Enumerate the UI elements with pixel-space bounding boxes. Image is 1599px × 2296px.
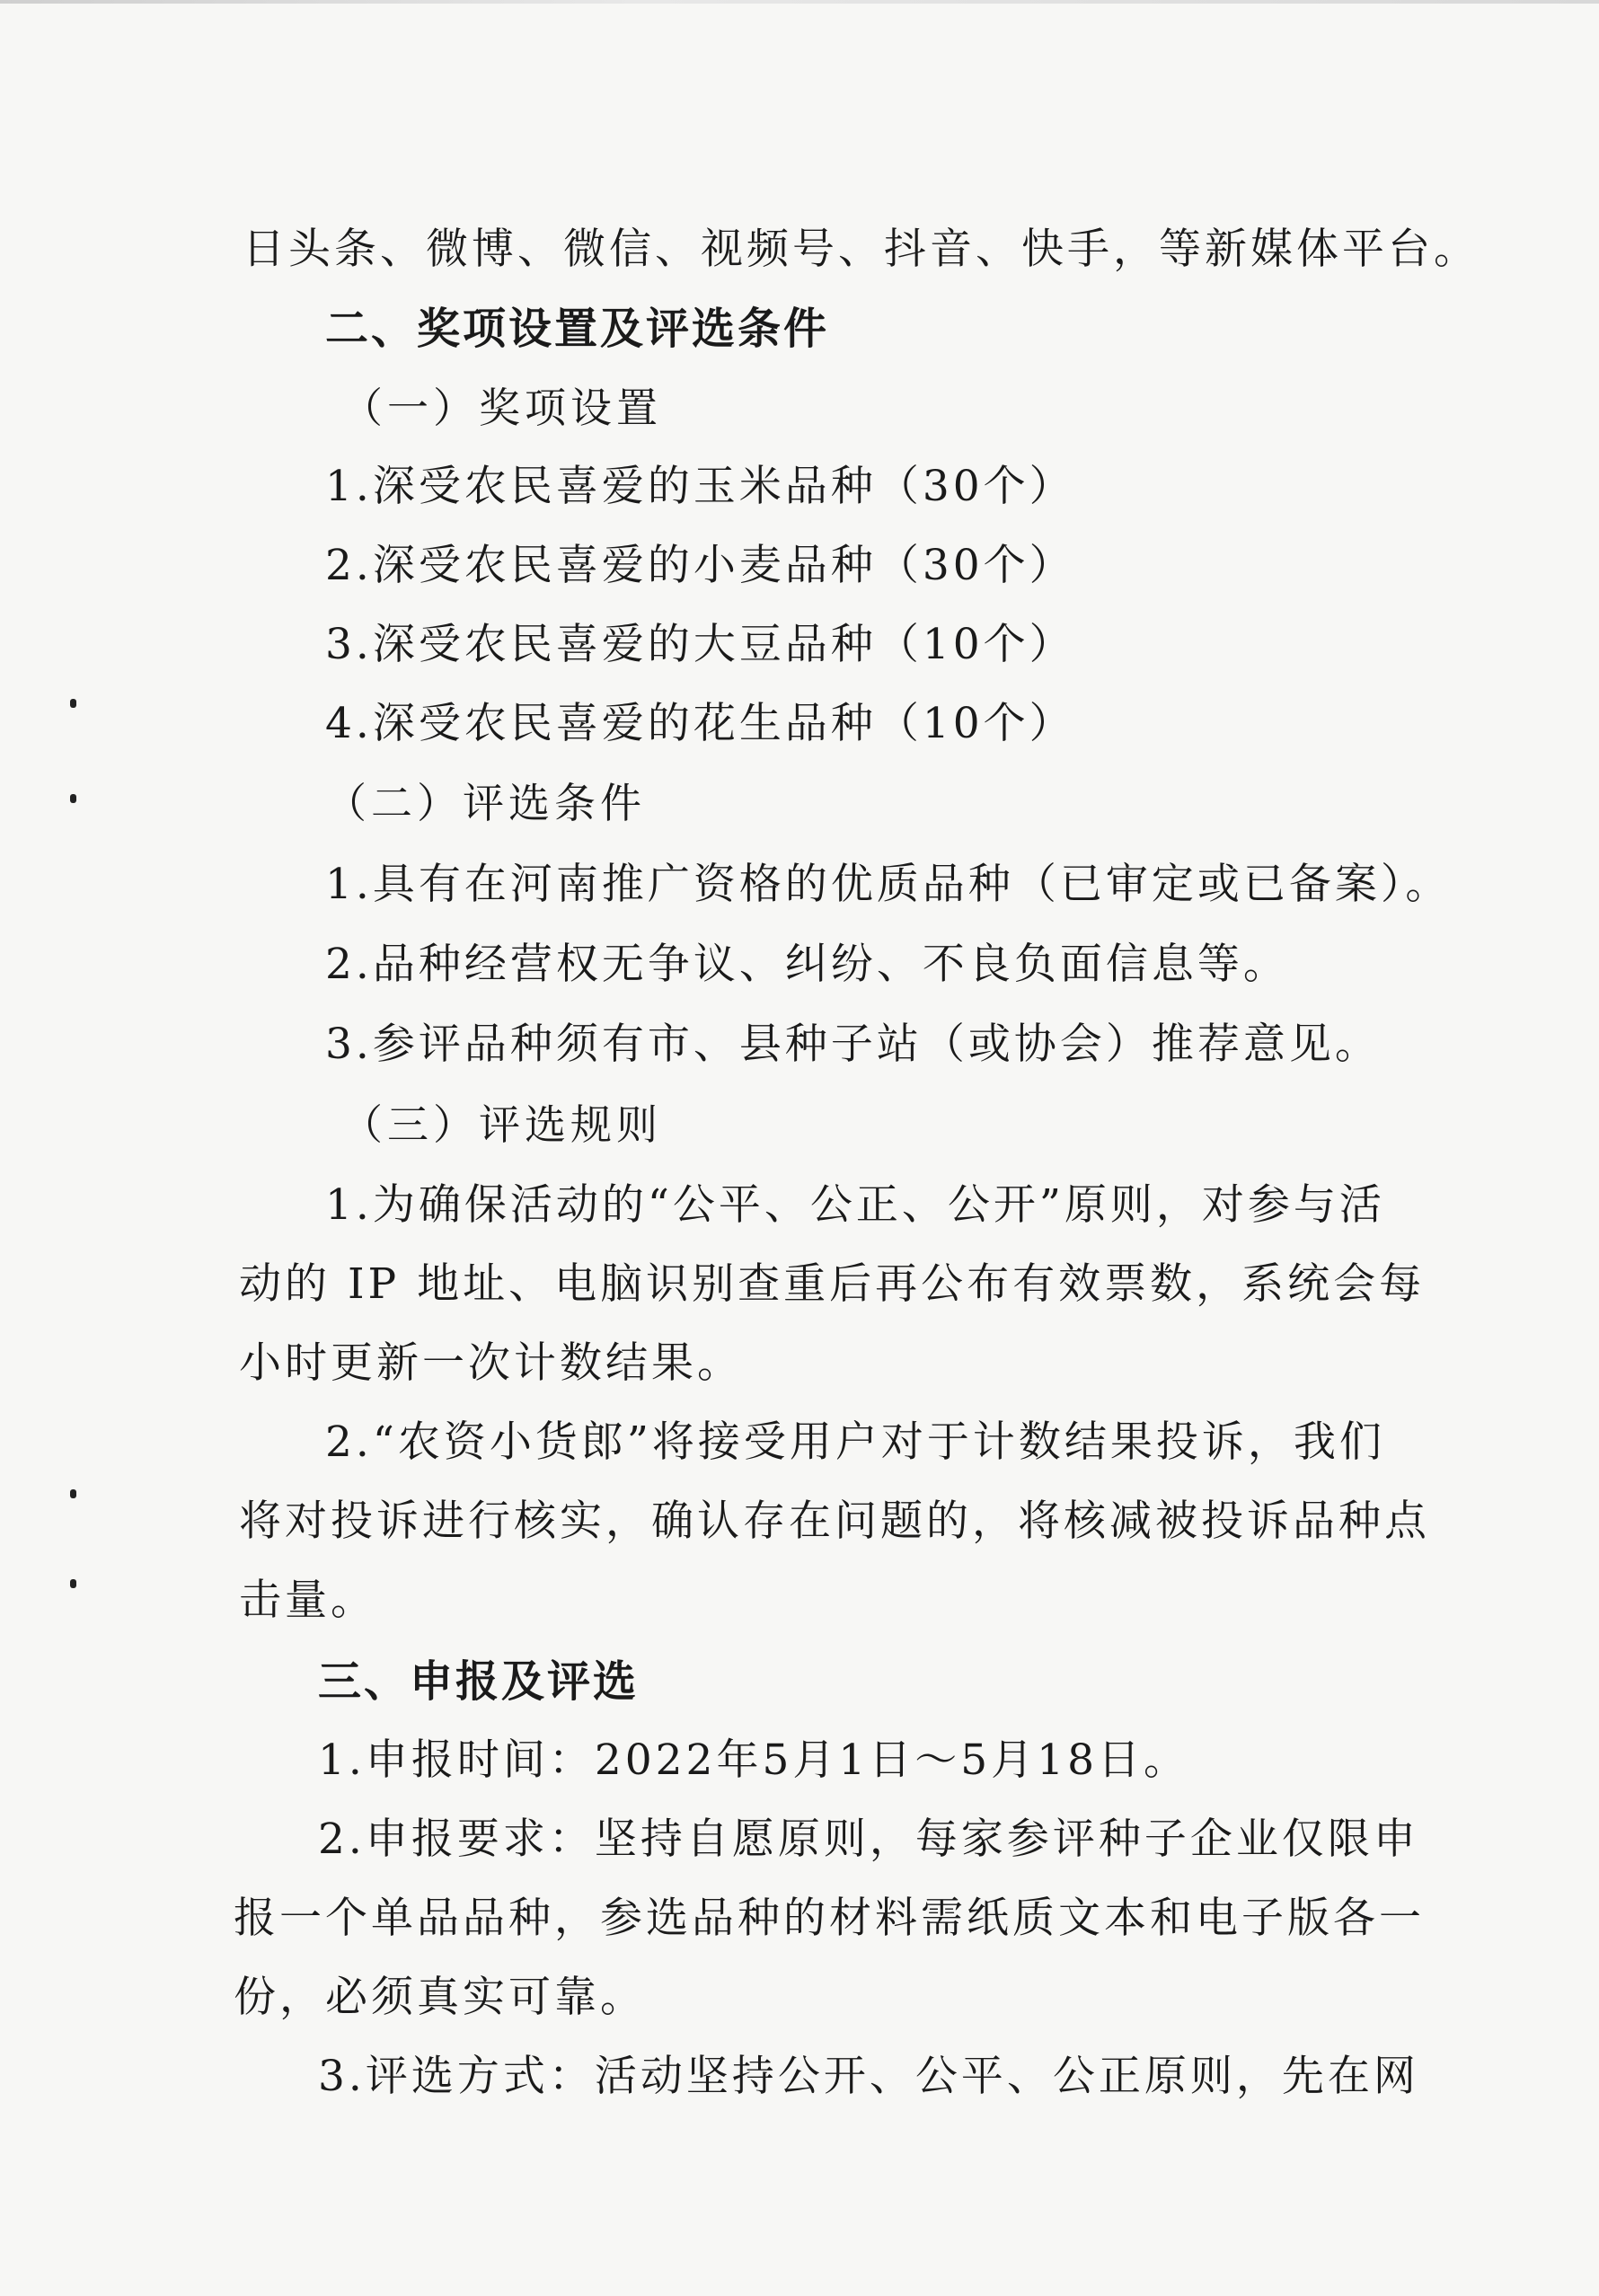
award-item-soybean: 3.深受农民喜爱的大豆品种（10个） bbox=[325, 620, 1075, 669]
award-item-corn: 1.深受农民喜爱的玉米品种（30个） bbox=[325, 462, 1075, 511]
rules-paragraph-2-line-2: 将对投诉进行核实，确认存在问题的，将核减被投诉品种点 bbox=[239, 1497, 1430, 1546]
scan-edge bbox=[0, 0, 1599, 4]
subsection-heading-award-setup: （一）奖项设置 bbox=[341, 384, 662, 432]
application-requirements-line-2: 报一个单品品种，参选品种的材料需纸质文本和电子版各一 bbox=[234, 1894, 1425, 1943]
application-requirements-line-1: 2.申报要求：坚持自愿原则，每家参评种子企业仅限申 bbox=[318, 1815, 1419, 1864]
rules-paragraph-2-line-3: 击量。 bbox=[239, 1576, 376, 1625]
award-item-wheat: 2.深受农民喜爱的小麦品种（30个） bbox=[325, 541, 1075, 590]
binding-hole-mark bbox=[70, 794, 76, 803]
criteria-item-2: 2.品种经营权无争议、纠纷、不良负面信息等。 bbox=[325, 940, 1289, 989]
application-requirements-line-3: 份，必须真实可靠。 bbox=[234, 1973, 646, 2022]
rules-paragraph-1-line-3: 小时更新一次计数结果。 bbox=[239, 1338, 743, 1388]
evaluation-method-line-1: 3.评选方式：活动坚持公开、公平、公正原则，先在网 bbox=[318, 2052, 1419, 2101]
binding-hole-mark bbox=[70, 1489, 76, 1498]
criteria-item-3: 3.参评品种须有市、县种子站（或协会）推荐意见。 bbox=[325, 1020, 1381, 1069]
binding-hole-mark bbox=[70, 1579, 76, 1588]
award-item-peanut: 4.深受农民喜爱的花生品种（10个） bbox=[325, 699, 1075, 748]
section-heading-application: 三、申报及评选 bbox=[318, 1656, 640, 1707]
subsection-heading-rules: （三）评选规则 bbox=[341, 1100, 662, 1149]
application-time: 1.申报时间：2022年5月1日～5月18日。 bbox=[318, 1735, 1189, 1785]
subsection-heading-criteria: （二）评选条件 bbox=[325, 779, 646, 827]
rules-paragraph-1-line-2: 动的 IP 地址、电脑识别查重后再公布有效票数，系统会每 bbox=[239, 1259, 1426, 1309]
binding-hole-mark bbox=[70, 699, 76, 708]
section-heading-awards: 二、奖项设置及评选条件 bbox=[325, 304, 830, 354]
body-line-continuation: 日头条、微博、微信、视频号、抖音、快手，等新媒体平台。 bbox=[243, 225, 1480, 274]
criteria-item-1: 1.具有在河南推广资格的优质品种（已审定或已备案）。 bbox=[325, 860, 1452, 909]
rules-paragraph-1-line-1: 1.为确保活动的“公平、公正、公开”原则，对参与活 bbox=[325, 1180, 1385, 1230]
rules-paragraph-2-line-1: 2.“农资小货郎”将接受用户对于计数结果投诉，我们 bbox=[325, 1417, 1385, 1467]
